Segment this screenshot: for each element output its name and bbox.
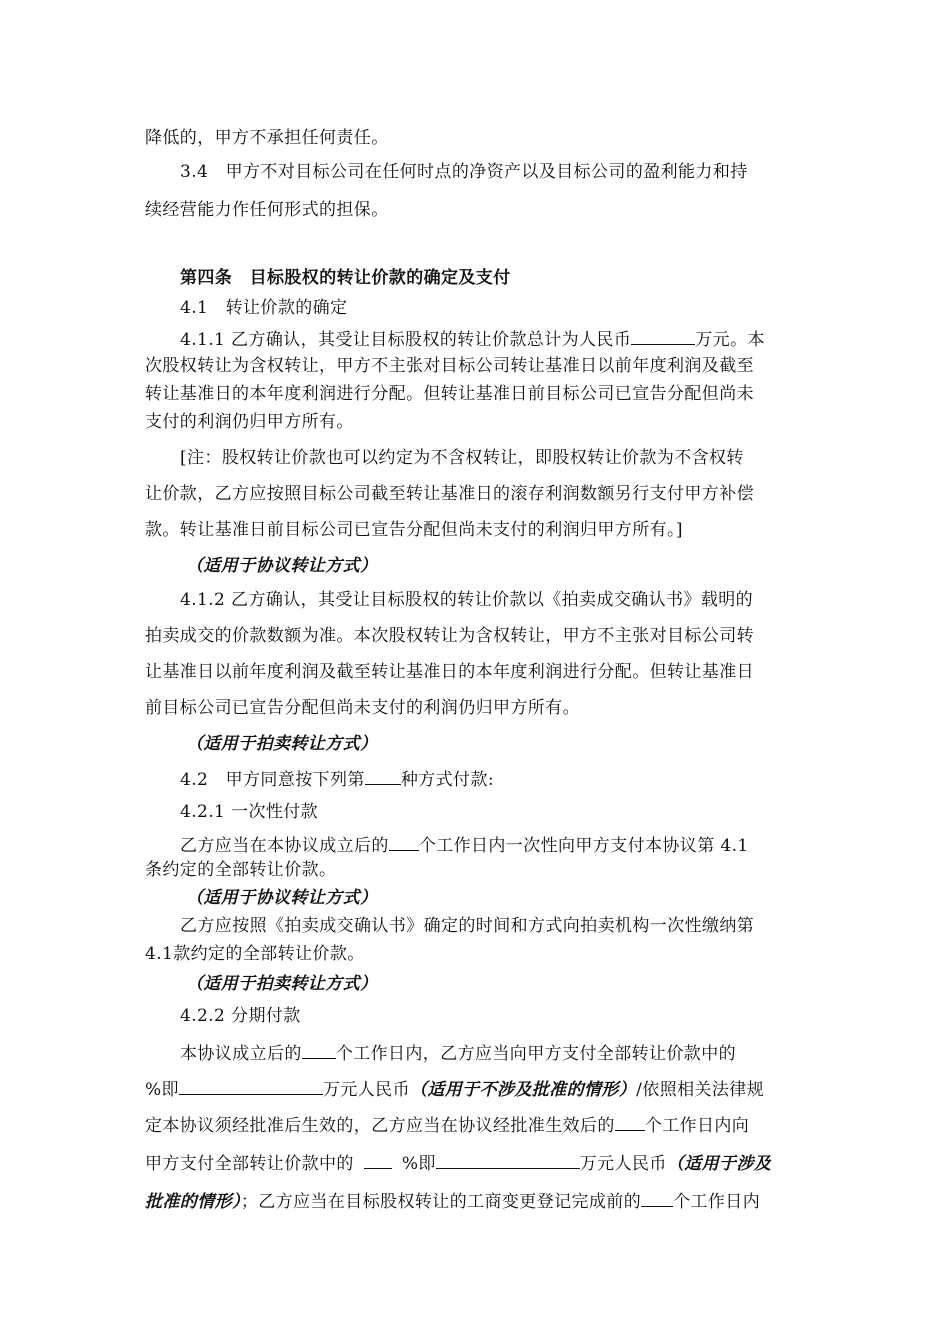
clause-4-1-1	[180, 326, 815, 352]
text: 降低的，甲方不承担任何责任。	[145, 128, 389, 148]
text: 次股权转让为含权转让，甲方不主张对目标公司转让基准日以前年度利润及截至	[145, 356, 754, 376]
text: 第四条 目标股权的转让价款的确定及支付	[180, 268, 511, 288]
days-blank	[389, 832, 419, 851]
price-blank	[631, 326, 695, 345]
text: （适用于协议转让方式）	[186, 556, 378, 576]
text: 前目标公司已宣告分配但尚未支付的利润仍归甲方所有。	[145, 698, 580, 718]
paragraph-line	[145, 660, 815, 684]
text: 支付的利润仍归甲方所有。	[145, 412, 354, 432]
section-4-2-2-title	[180, 1004, 815, 1028]
clause-4-2-1-agreement	[180, 832, 815, 858]
paragraph-line	[145, 858, 815, 882]
paragraph-line	[145, 410, 815, 434]
text: 甲方支付全部转让价款中的	[145, 1154, 354, 1174]
text: 定本协议须经批准后生效的，乙方应当在协议经批准生效后的	[145, 1116, 615, 1136]
clause-4-2-2	[180, 1040, 815, 1066]
clause-4-1-2	[180, 588, 815, 612]
text: 4.2.1 一次性付款	[180, 802, 319, 822]
text: 乙方应按照《拍卖成交确认书》确定的时间和方式向拍卖机构一次性缴纳第	[180, 916, 755, 936]
text: [注：股权转让价款也可以约定为不含权转让，即股权转让价款为不含权转	[180, 448, 744, 468]
applies-auction-note	[186, 732, 856, 756]
days-blank	[615, 1112, 645, 1131]
text: 乙方应当在本协议成立后的	[180, 836, 389, 856]
paragraph-line	[145, 1112, 815, 1138]
paragraph-line	[145, 1188, 815, 1214]
text: 万元人民币	[322, 1080, 410, 1100]
text: 让基准日以前年度利润及截至转让基准日的本年度利润进行分配。但转让基准日	[145, 662, 754, 682]
paragraph-line	[145, 198, 815, 222]
days-blank	[302, 1040, 336, 1059]
text: 4.1.2 乙方确认，其受让目标股权的转让价款以《拍卖成交确认书》载明的	[180, 590, 754, 610]
note	[180, 446, 815, 470]
text: 转让基准日的本年度利润进行分配。但转让基准日前目标公司已宣告分配但尚未	[145, 384, 754, 404]
text: 个工作日内一次性向甲方支付本协议第 4.1	[418, 836, 749, 856]
article-4-title	[180, 266, 815, 290]
section-4-1-title	[180, 296, 815, 320]
text: 4.2.2 分期付款	[180, 1006, 301, 1026]
text: （适用于拍卖转让方式）	[186, 974, 378, 994]
text: /依照相关法律规	[636, 1080, 765, 1100]
paragraph-line	[145, 1076, 815, 1102]
section-4-2	[180, 766, 815, 792]
paragraph-line	[145, 482, 815, 506]
text: 个工作日内向	[644, 1116, 750, 1136]
text: 拍卖成交的价款数额为准。本次股权转让为含权转让，甲方不主张对目标公司转	[145, 626, 754, 646]
text: 条约定的全部转让价款。	[145, 860, 337, 880]
text: 让价款，乙方应按照目标公司截至转让基准日的滚存利润数额另行支付甲方补偿	[145, 484, 754, 504]
text: %即	[401, 1154, 436, 1174]
clause-3-4	[180, 160, 815, 184]
applies-agreement-note	[186, 554, 856, 578]
text: 4.1.1 乙方确认，其受让目标股权的转让价款总计为人民币	[180, 330, 632, 350]
paragraph-line	[145, 382, 815, 406]
text: %即	[145, 1080, 179, 1100]
amount-blank	[436, 1150, 580, 1169]
text: 万元人民币	[579, 1154, 667, 1174]
text: 个工作日内	[673, 1192, 761, 1212]
text: 万元。本	[695, 330, 765, 350]
text: 4.2 甲方同意按下列第	[180, 770, 365, 790]
paragraph-line	[145, 942, 815, 966]
text: （适用于涉及	[666, 1154, 772, 1174]
applies-auction-note	[186, 972, 856, 996]
text: 4.1 转让价款的确定	[180, 298, 348, 318]
paragraph-line	[145, 126, 815, 150]
amount-blank	[179, 1076, 323, 1095]
text: 个工作日内，乙方应当向甲方支付全部转让价款中的	[335, 1044, 737, 1064]
text: （适用于不涉及批准的情形）	[409, 1080, 637, 1100]
percent-blank	[364, 1150, 392, 1169]
days-blank	[641, 1188, 673, 1207]
paragraph-line	[145, 354, 815, 378]
text: ；乙方应当在目标股权转让的工商变更登记完成前的	[240, 1192, 642, 1212]
paragraph-line	[145, 1150, 815, 1176]
text: 4.1款约定的全部转让价款。	[145, 944, 365, 964]
paragraph-line	[145, 624, 815, 648]
text: 续经营能力作任何形式的担保。	[145, 200, 389, 220]
section-4-2-1-title	[180, 800, 815, 824]
text: （适用于协议转让方式）	[186, 888, 378, 908]
text: 种方式付款:	[400, 770, 494, 790]
method-blank	[365, 766, 401, 785]
clause-4-2-1-auction	[180, 914, 815, 938]
paragraph-line	[145, 696, 815, 720]
text: 批准的情形）	[145, 1192, 241, 1212]
text: 3.4 甲方不对目标公司在任何时点的净资产以及目标公司的盈利能力和持	[180, 162, 748, 182]
text: 本协议成立后的	[180, 1044, 302, 1064]
text: 款。转让基准日前目标公司已宣告分配但尚未支付的利润归甲方所有。]	[145, 520, 683, 540]
paragraph-line	[145, 518, 815, 542]
text: （适用于拍卖转让方式）	[186, 734, 378, 754]
applies-agreement-note	[186, 886, 856, 910]
